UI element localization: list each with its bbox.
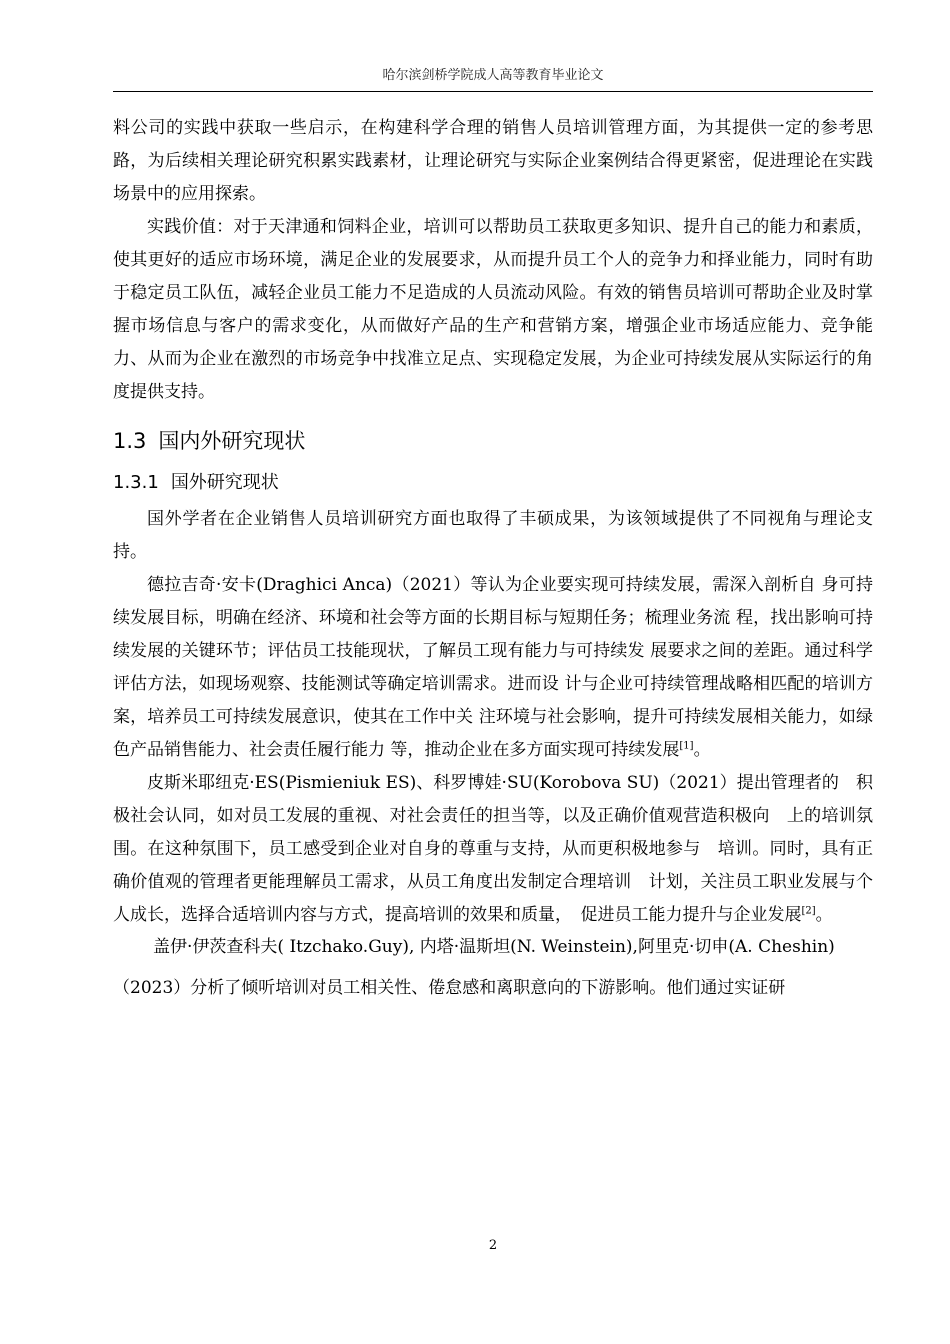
paragraph-continued: 料公司的实践中获取一些启示，在构建科学合理的销售人员培训管理方面，为其提供一定的参考思路，为后续相关理论研究积累实践素材，让理论研究与实际企业案例结合得更紧密，促进理论在实践场景中的应用探索。 (113, 118, 873, 204)
paragraph-text: 德拉吉奇·安卡(Draghici Anca)（2021）等认为企业要实现可持续发展，需深入剖析自 身可持续发展目标，明确在经济、环境和社会等方面的长期目标与短期任务；梳理业务流 程，找出影响可持续发展的关键环节；评估员工技能现状，了解员工现有能力与可持续发 展要求之间的差距。通过科学评估方法，如现场观察、技能测试等确定培训需求。进而设 计与企业可持续管理战略相匹配的培训方案，培养员工可持续发展意识，使其在工作中关 注环境与社会影响，提升可持续发展相关能力，如绿色产品销售能力、社会责任履行能力 等，推动企业在多方面实现可持续发展 (113, 575, 873, 760)
section-heading (113, 421, 873, 461)
paragraph-draghici (113, 569, 873, 767)
page-number: 2 (488, 1238, 498, 1253)
citation-ref: [1] (679, 740, 694, 752)
section-title: 国内外研究现状 (158, 429, 306, 453)
paragraph-practical-value: 实践价值：对于天津通和饲料企业，培训可以帮助员工获取更多知识、提升自己的能力和素质，使其更好的适应市场环境，满足企业的发展要求，从而提升员工个人的竞争力和择业能力，同时有助于稳定员工队伍，减轻企业员工能力不足造成的人员流动风险。有效的销售员培训可帮助企业及时掌握市场信息与客户的需求变化，从而做好产品的生产和营销方案，增强企业市场适应能力、竞争能力、从而为企业在激烈的市场竞争中找准立足点、实现稳定发展，为企业可持续发展从实际运行的角度提供支持。 (113, 217, 873, 402)
document-body (113, 112, 873, 1005)
subsection-title: 国外研究现状 (170, 472, 279, 493)
paragraph-text: 皮斯米耶纽克·ES(Pismieniuk ES)、科罗博娃·SU(Korobova SU)（2021）提出管理者的 积极社会认同，如对员工发展的重视、对社会责任的担当等，以及正确价值观营造积极向 上的培训氛围。在这种氛围下，员工感受到企业对自身的尊重与支持，从而更积极地参与 培训。同时，具有正确价值观的管理者更能理解员工需求，从员工角度出发制定合理培训 计划，关注员工职业发展与个人成长，选择合适培训内容与方式，提高培训的效果和质量， 促进员工能力提升与企业发展 (113, 773, 873, 925)
paragraph-listening-training: （2023）分析了倾听培训对员工相关性、倦怠感和离职意向的下游影响。他们通过实证研 (113, 978, 786, 998)
header-divider (113, 91, 873, 92)
paragraph-foreign-intro: 国外学者在企业销售人员培训研究方面也取得了丰硕成果，为该领域提供了不同视角与理论支持。 (113, 509, 873, 562)
section-number: 1.3 (113, 429, 147, 453)
authors-line: 盖伊·伊茨查科夫( Itzchako.Guy), 内塔·温斯坦(N. Weinstein),阿里克·切申(A. Cheshin) (153, 937, 835, 957)
paragraph-pismieniuk (113, 767, 873, 932)
paragraph-end: 。 (693, 740, 711, 760)
paragraph-end: 。 (815, 905, 833, 925)
citation-ref: [2] (801, 905, 816, 917)
running-header: 哈尔滨剑桥学院成人高等教育毕业论文 (382, 68, 604, 83)
subsection-number: 1.3.1 (113, 472, 159, 493)
subsection-heading (113, 465, 873, 501)
